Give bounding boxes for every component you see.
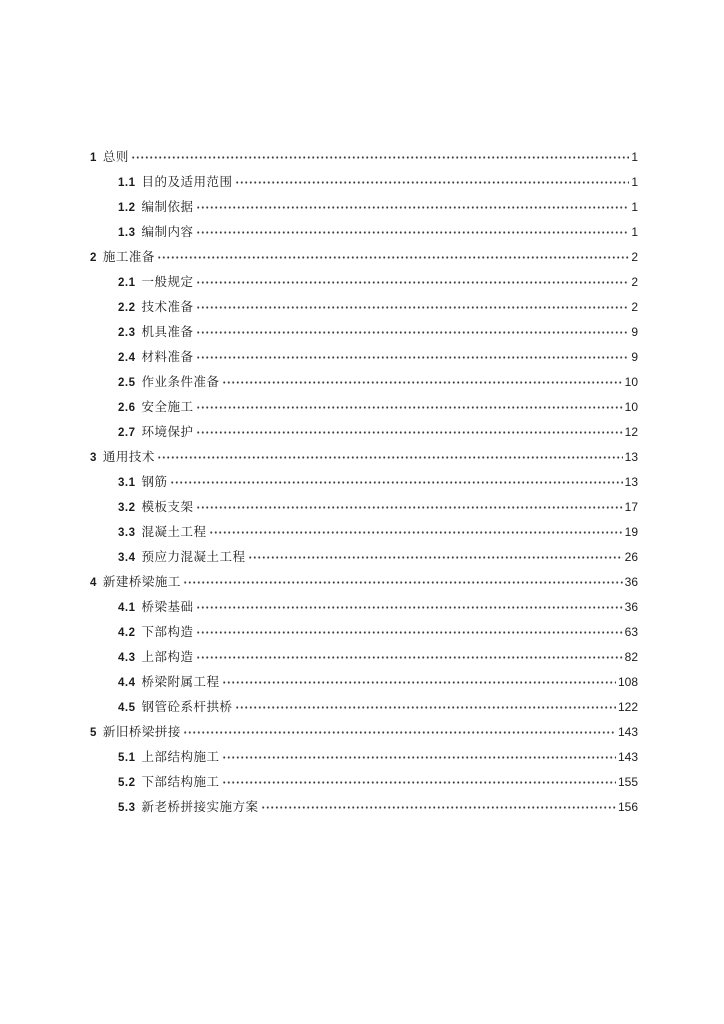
dot-leader [248, 549, 623, 562]
toc-entry-page: 19 [624, 525, 638, 539]
toc-entry-page: 10 [624, 400, 638, 414]
toc-entry[interactable] [90, 622, 638, 647]
toc-entry-page: 108 [617, 675, 638, 689]
toc-entry-page: 9 [631, 325, 638, 339]
toc-entry[interactable] [90, 197, 638, 222]
dot-leader [235, 174, 630, 187]
toc-entry-title: 编制内容 [141, 225, 194, 239]
toc-entry-page: 13 [624, 475, 638, 489]
toc-entry[interactable] [90, 747, 638, 772]
toc-entry[interactable] [90, 347, 638, 372]
toc-entry[interactable] [90, 772, 638, 797]
toc-entry[interactable] [90, 697, 638, 722]
dot-leader [170, 474, 623, 487]
toc-entry-number: 1.2 [118, 202, 136, 214]
toc-entry-page: 143 [617, 725, 638, 739]
toc-entry[interactable] [90, 672, 638, 697]
toc-entry-title: 预应力混凝土工程 [141, 550, 246, 564]
toc-entry-number: 3.2 [118, 502, 136, 514]
toc-entry[interactable] [90, 372, 638, 397]
toc-entry-number: 4.2 [118, 627, 136, 639]
dot-leader [222, 774, 616, 787]
dot-leader [196, 224, 630, 237]
dot-leader [196, 399, 623, 412]
dot-leader [157, 449, 623, 462]
toc-entry-number: 4.1 [118, 602, 136, 614]
toc-entry-page: 155 [617, 775, 638, 789]
dot-leader [131, 149, 629, 162]
toc-entry-number: 2.2 [118, 302, 136, 314]
toc-entry-number: 2.4 [118, 352, 136, 364]
toc-entry-number: 4 [90, 577, 97, 589]
toc-entry-title: 下部构造 [141, 625, 194, 639]
toc-entry[interactable] [90, 222, 638, 247]
toc-entry-page: 12 [624, 425, 638, 439]
toc-entry-number: 3 [90, 452, 97, 464]
toc-entry-page: 1 [631, 175, 638, 189]
toc-entry-title: 目的及适用范围 [141, 175, 233, 189]
toc-entry-page: 1 [631, 150, 638, 164]
toc-entry-number: 2.3 [118, 327, 136, 339]
dot-leader [196, 424, 623, 437]
dot-leader [183, 574, 623, 587]
toc-entry[interactable] [90, 572, 638, 597]
toc-entry-title: 安全施工 [141, 400, 194, 414]
toc-entry-title: 模板支架 [141, 500, 194, 514]
dot-leader [196, 499, 623, 512]
toc-entry-number: 5.3 [118, 802, 136, 814]
toc-entry[interactable] [90, 797, 638, 822]
toc-entry-number: 3.4 [118, 552, 136, 564]
toc-entry-title: 混凝土工程 [141, 525, 207, 539]
dot-leader [196, 349, 630, 362]
toc-entry-page: 9 [631, 350, 638, 364]
toc-entry-title: 总则 [102, 150, 129, 164]
toc-entry-title: 上部构造 [141, 650, 194, 664]
toc-entry-number: 3.1 [118, 477, 136, 489]
toc-entry-title: 环境保护 [141, 425, 194, 439]
toc-entry-page: 1 [631, 225, 638, 239]
dot-leader [196, 199, 630, 212]
toc-entry-page: 82 [624, 650, 638, 664]
toc-entry-number: 5 [90, 727, 97, 739]
dot-leader [183, 724, 616, 737]
toc-entry[interactable] [90, 147, 638, 172]
dot-leader [196, 299, 630, 312]
toc-entry-page: 2 [631, 300, 638, 314]
toc-entry-page: 143 [617, 750, 638, 764]
toc-entry-number: 5.1 [118, 752, 136, 764]
toc-entry-page: 13 [624, 450, 638, 464]
toc-entry-number: 4.5 [118, 702, 136, 714]
dot-leader [157, 249, 629, 262]
toc-entry-title: 技术准备 [141, 300, 194, 314]
dot-leader [222, 374, 623, 387]
toc-entry[interactable] [90, 547, 638, 572]
toc-entry-page: 1 [631, 200, 638, 214]
toc-entry-number: 5.2 [118, 777, 136, 789]
toc-entry[interactable] [90, 172, 638, 197]
toc-entry[interactable] [90, 722, 638, 747]
dot-leader [196, 624, 623, 637]
toc-entry-number: 1.1 [118, 177, 136, 189]
dot-leader [222, 749, 616, 762]
toc-entry-number: 2.1 [118, 277, 136, 289]
toc-entry-number: 2.5 [118, 377, 136, 389]
toc-entry-page: 17 [624, 500, 638, 514]
toc-entry[interactable] [90, 422, 638, 447]
toc-entry-number: 2.6 [118, 402, 136, 414]
toc-entry-title: 下部结构施工 [141, 775, 220, 789]
toc-entry-title: 通用技术 [102, 450, 155, 464]
toc-entry[interactable] [90, 447, 638, 472]
toc-entry[interactable] [90, 247, 638, 272]
toc-entry[interactable] [90, 272, 638, 297]
toc-entry-title: 机具准备 [141, 325, 194, 339]
toc-entry[interactable] [90, 472, 638, 497]
toc-entry[interactable] [90, 297, 638, 322]
toc-list [90, 147, 638, 822]
toc-entry-number: 1.3 [118, 227, 136, 239]
dot-leader [196, 599, 623, 612]
toc-entry-number: 1 [90, 152, 97, 164]
dot-leader [209, 524, 623, 537]
dot-leader [196, 649, 623, 662]
dot-leader [196, 274, 630, 287]
toc-entry-page: 36 [624, 575, 638, 589]
toc-entry-page: 36 [624, 600, 638, 614]
toc-entry[interactable] [90, 397, 638, 422]
dot-leader [235, 699, 616, 712]
toc-entry-page: 156 [617, 800, 638, 814]
dot-leader [196, 324, 630, 337]
toc-entry-title: 新老桥拼接实施方案 [141, 800, 259, 814]
toc-entry-number: 3.3 [118, 527, 136, 539]
toc-entry-number: 2.7 [118, 427, 136, 439]
toc-entry-title: 新建桥梁施工 [102, 575, 181, 589]
toc-entry-title: 桥梁附属工程 [141, 675, 220, 689]
toc-entry[interactable] [90, 522, 638, 547]
toc-entry-page: 122 [617, 700, 638, 714]
toc-entry-number: 2 [90, 252, 97, 264]
toc-entry-number: 4.4 [118, 677, 136, 689]
toc-entry-title: 材料准备 [141, 350, 194, 364]
dot-leader [261, 799, 616, 812]
toc-entry-page: 10 [624, 375, 638, 389]
toc-entry-title: 编制依据 [141, 200, 194, 214]
toc-entry-number: 4.3 [118, 652, 136, 664]
toc-entry-page: 26 [624, 550, 638, 564]
toc-entry-page: 2 [631, 250, 638, 264]
toc-entry-title: 钢管砼系杆拱桥 [141, 700, 233, 714]
toc-entry-page: 63 [624, 625, 638, 639]
toc-entry[interactable] [90, 597, 638, 622]
toc-entry-title: 上部结构施工 [141, 750, 220, 764]
toc-entry-title: 桥梁基础 [141, 600, 194, 614]
toc-entry[interactable] [90, 322, 638, 347]
toc-entry-title: 作业条件准备 [141, 375, 220, 389]
toc-entry-title: 一般规定 [141, 275, 194, 289]
toc-entry[interactable] [90, 647, 638, 672]
dot-leader [222, 674, 616, 687]
toc-entry-title: 钢筋 [141, 475, 168, 489]
toc-entry-page: 2 [631, 275, 638, 289]
toc-entry-title: 新旧桥梁拼接 [102, 725, 181, 739]
toc-entry[interactable] [90, 497, 638, 522]
toc-entry-title: 施工准备 [102, 250, 155, 264]
